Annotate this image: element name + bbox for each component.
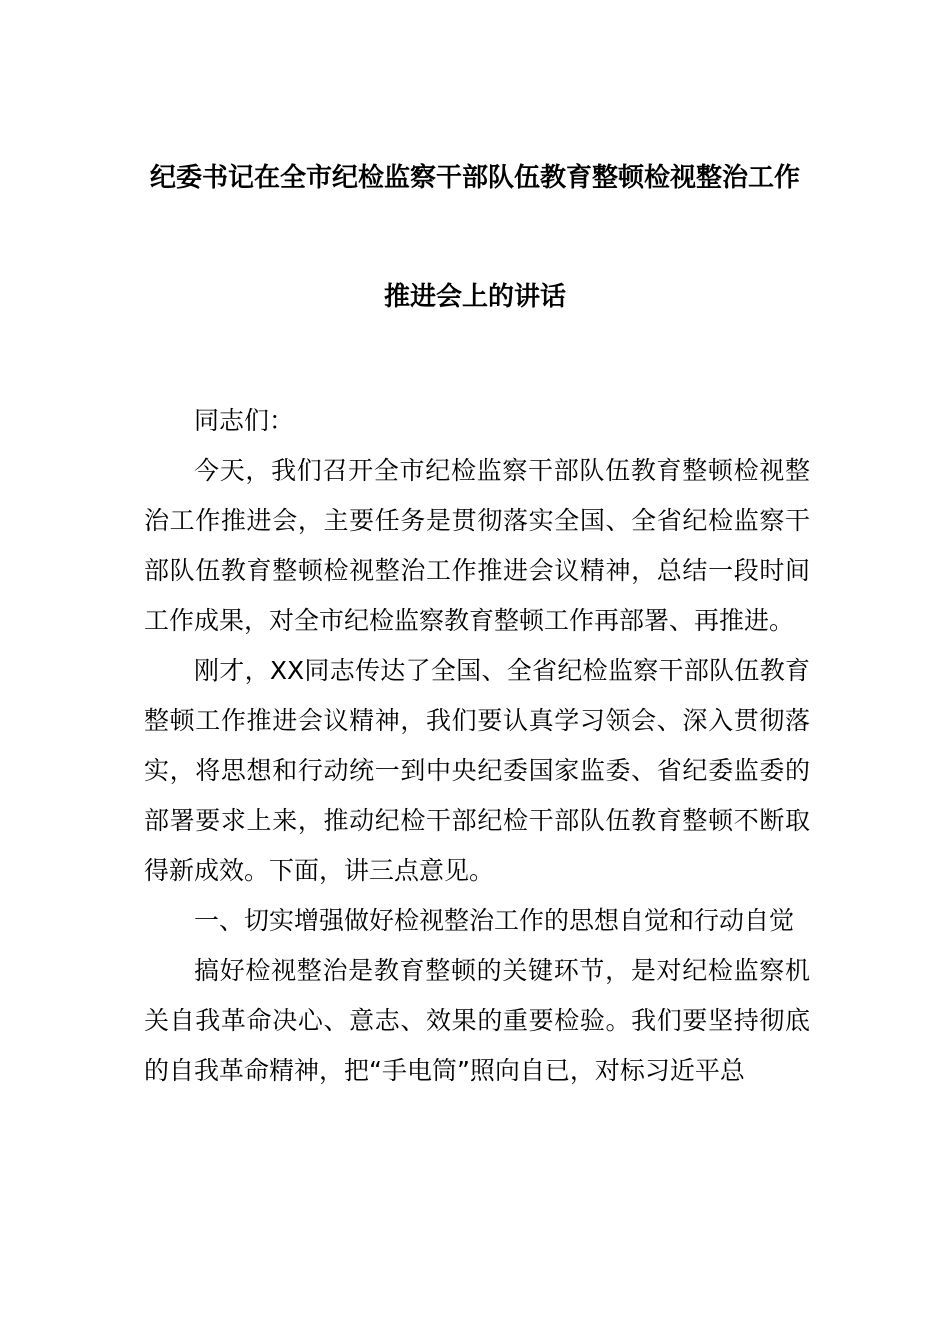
body-paragraph-3: 搞好检视整治是教育整顿的关键环节，是对纪检监察机关自我革命决心、意志、效果的重要检验。我们要坚持彻底的自我革命精神，把“手电筒”照向自已，对标习近平总	[144, 956, 810, 1085]
document-body	[144, 396, 810, 1096]
salutation-paragraph: 同志们：	[194, 406, 295, 435]
section-heading-1: 一、切实增强做好检视整治工作的思想自觉和行动自觉	[194, 906, 795, 935]
document-title-line-2: 推进会上的讲话	[383, 282, 566, 312]
document-title-line-1: 纪委书记在全市纪检监察干部队伍教育整顿检视整治工作	[149, 163, 800, 193]
body-paragraph-1: 今天，我们召开全市纪检监察干部队伍教育整顿检视整治工作推进会，主要任务是贯彻落实全国、全省纪检监察干部队伍教育整顿检视整治工作推进会议精神，总结一段时间工作成果，对全市纪检监察教育整顿工作再部署、再推进。	[144, 456, 810, 635]
body-paragraph-2: 刚才，XX同志传达了全国、全省纪检监察干部队伍教育整顿工作推进会议精神，我们要认真学习领会、深入贯彻落实，将思想和行动统一到中央纪委国家监委、省纪委监委的部署要求上来，推动纪检干部纪检干部队伍教育整顿不断取得新成效。下面，讲三点意见。	[144, 656, 810, 885]
